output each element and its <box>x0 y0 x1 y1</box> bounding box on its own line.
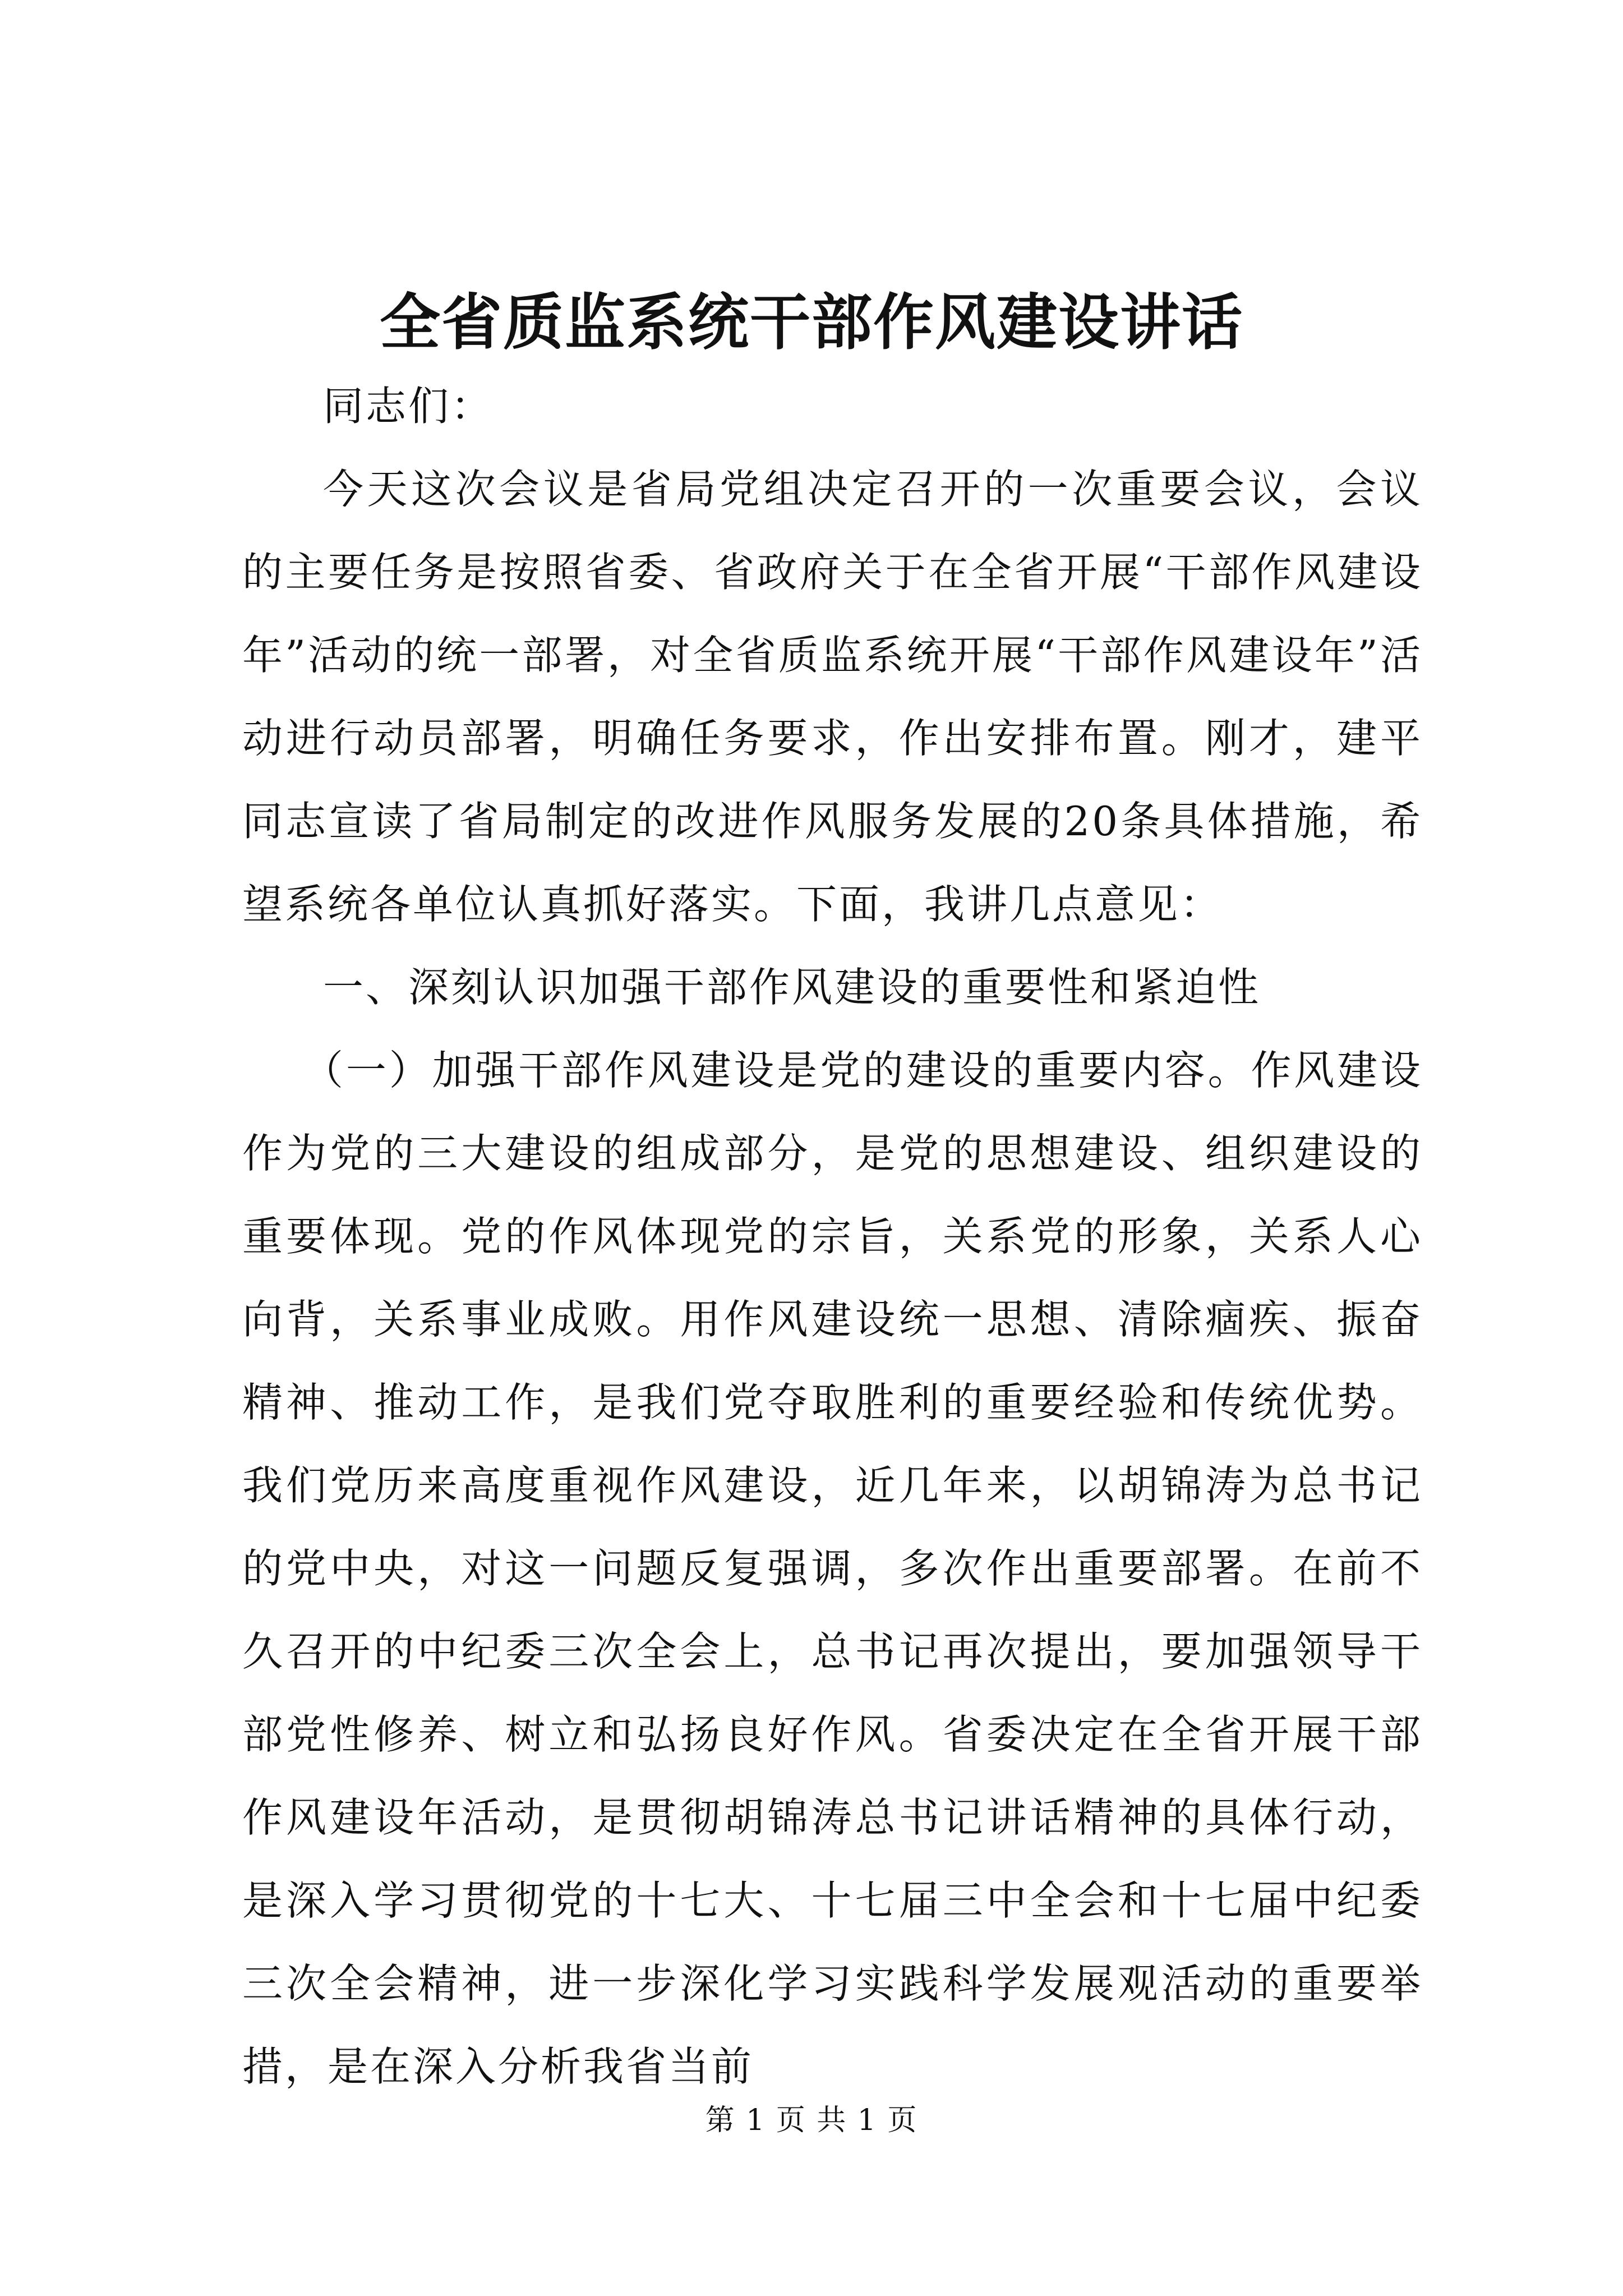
document-body <box>242 365 1423 2108</box>
document-title: 全省质监系统干部作风建设讲话 <box>379 287 1243 358</box>
section-heading: 一、深刻认识加强干部作风建设的重要性和紧迫性 <box>323 964 1261 1011</box>
paragraph-intro: 今天这次会议是省局党组决定召开的一次重要会议，会议的主要任务是按照省委、省政府关于在全省开展“干部作风建设年”活动的统一部署，对全省质监系统开展“干部作风建设年”活动进行动员部署，明确任务要求，作出安排布置。刚才，建平同志宣读了省局制定的改进作风服务发展的20条具体措施，希望系统各单位认真抓好落实。下面，我讲几点意见： <box>242 466 1423 928</box>
page-number-footer: 第 1 页 共 1 页 <box>705 2104 918 2137</box>
paragraph-subsection-one: （一）加强干部作风建设是党的建设的重要内容。作风建设作为党的三大建设的组成部分，是党的思想建设、组织建设的重要体现。党的作风体现党的宗旨，关系党的形象，关系人心向背，关系事业成败。用作风建设统一思想、清除痼疾、振奋精神、推动工作，是我们党夺取胜利的重要经验和传统优势。我们党历来高度重视作风建设，近几年来，以胡锦涛为总书记的党中央，对这一问题反复强调，多次作出重要部署。在前不久召开的中纪委三次全会上，总书记再次提出，要加强领导干部党性修养、树立和弘扬良好作风。省委决定在全省开展干部作风建设年活动，是贯彻胡锦涛总书记讲话精神的具体行动，是深入学习贯彻党的十七大、十七届三中全会和十七届中纪委三次全会精神，进一步深化学习实践科学发展观活动的重要举措，是在深入分析我省当前 <box>242 1047 1423 2090</box>
salutation: 同志们： <box>323 383 494 430</box>
